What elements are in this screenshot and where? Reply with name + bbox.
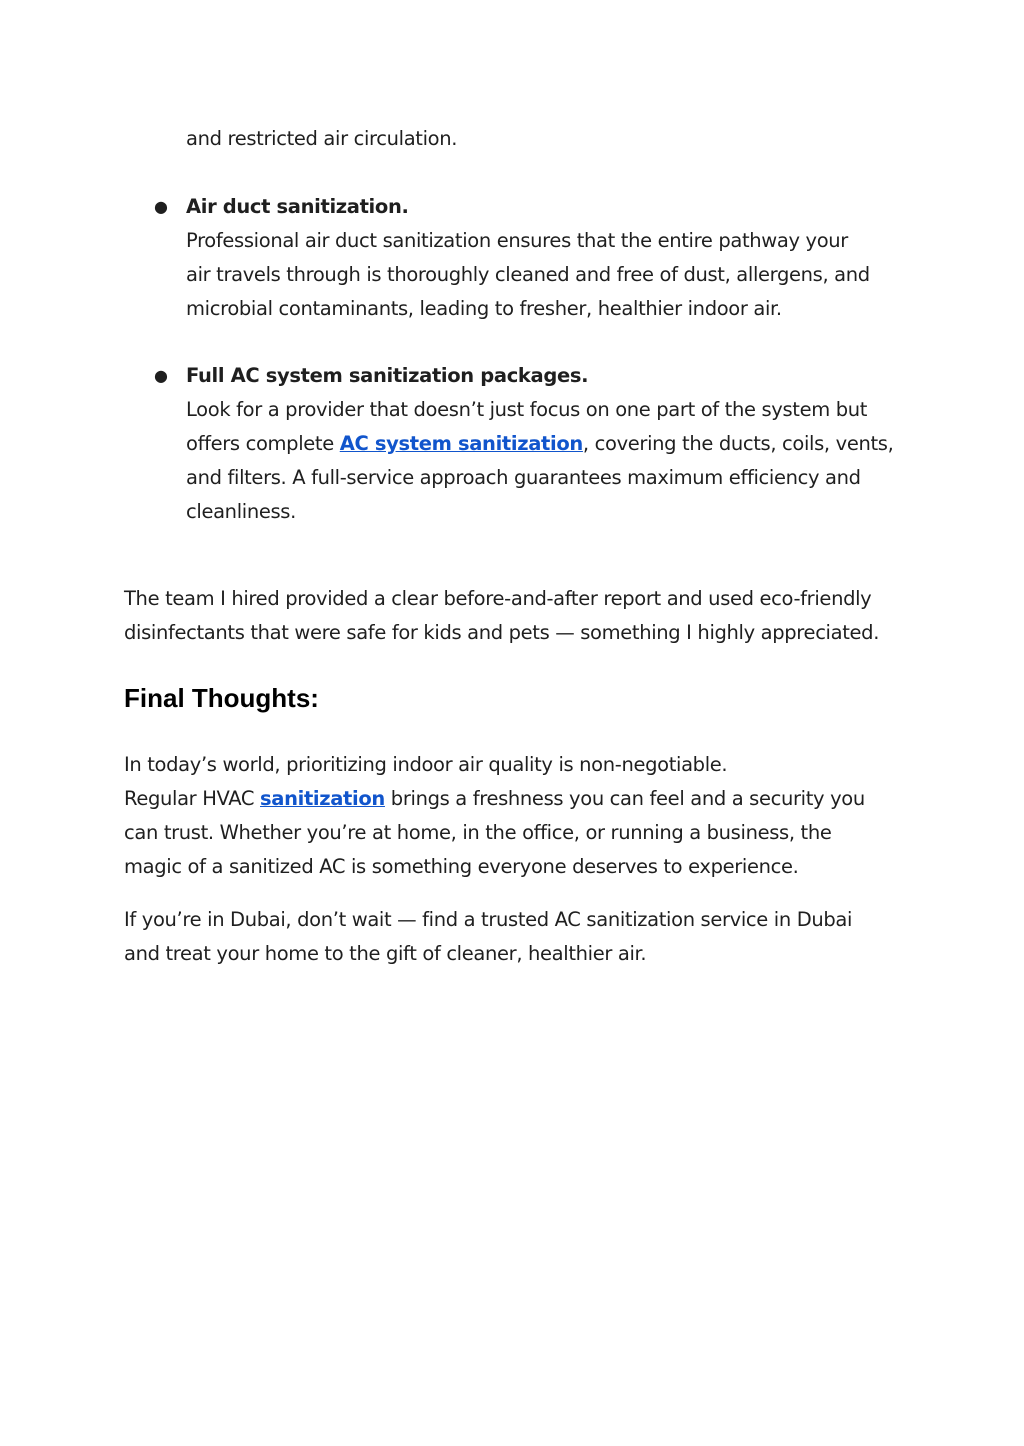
paragraph-line: magic of a sanitized AC is something everyone deserves to experience. (124, 855, 799, 878)
section-heading-final-thoughts: Final Thoughts: (124, 683, 319, 713)
bullet-text-line: Look for a provider that doesn’t just focus on one part of the system but (186, 398, 868, 421)
paragraph-line: and treat your home to the gift of cleaner, healthier air. (124, 942, 647, 965)
paragraph-segment: brings a freshness you can feel and a security you (384, 787, 865, 810)
bullet-text-segment: , covering the ducts, coils, vents, (582, 432, 894, 455)
bullet-text-line: cleanliness. (186, 500, 296, 523)
paragraph-line: disinfectants that were safe for kids and pets — something I highly appreciated. (124, 621, 880, 644)
bullet-icon: ● (154, 366, 168, 385)
bullet-title-full-ac: Full AC system sanitization packages. (186, 364, 589, 387)
paragraph-line: The team I hired provided a clear before-and-after report and used eco-friendly (124, 587, 872, 610)
paragraph-line: can trust. Whether you’re at home, in the office, or running a business, the (124, 821, 832, 844)
bullet-text-line: and filters. A full-service approach guarantees maximum efficiency and (186, 466, 861, 489)
continuation-text: and restricted air circulation. (186, 127, 458, 150)
sanitization-link[interactable]: sanitization (260, 787, 385, 810)
bullet-text-line: Professional air duct sanitization ensures that the entire pathway your (186, 229, 848, 252)
bullet-title-air-duct: Air duct sanitization. (186, 195, 409, 218)
paragraph-line: In today’s world, prioritizing indoor air quality is non-negotiable. (124, 753, 728, 776)
paragraph-line-with-link (124, 782, 865, 816)
bullet-text-line-with-link (186, 427, 893, 461)
bullet-text-line: microbial contaminants, leading to fresher, healthier indoor air. (186, 297, 782, 320)
bullet-text-segment: offers complete (186, 432, 340, 455)
ac-system-sanitization-link[interactable]: AC system sanitization (339, 432, 583, 455)
paragraph-line: If you’re in Dubai, don’t wait — find a trusted AC sanitization service in Dubai (124, 908, 853, 931)
bullet-icon: ● (154, 197, 168, 216)
bullet-text-line: air travels through is thoroughly cleaned and free of dust, allergens, and (186, 263, 870, 286)
paragraph-segment: Regular HVAC (124, 787, 261, 810)
